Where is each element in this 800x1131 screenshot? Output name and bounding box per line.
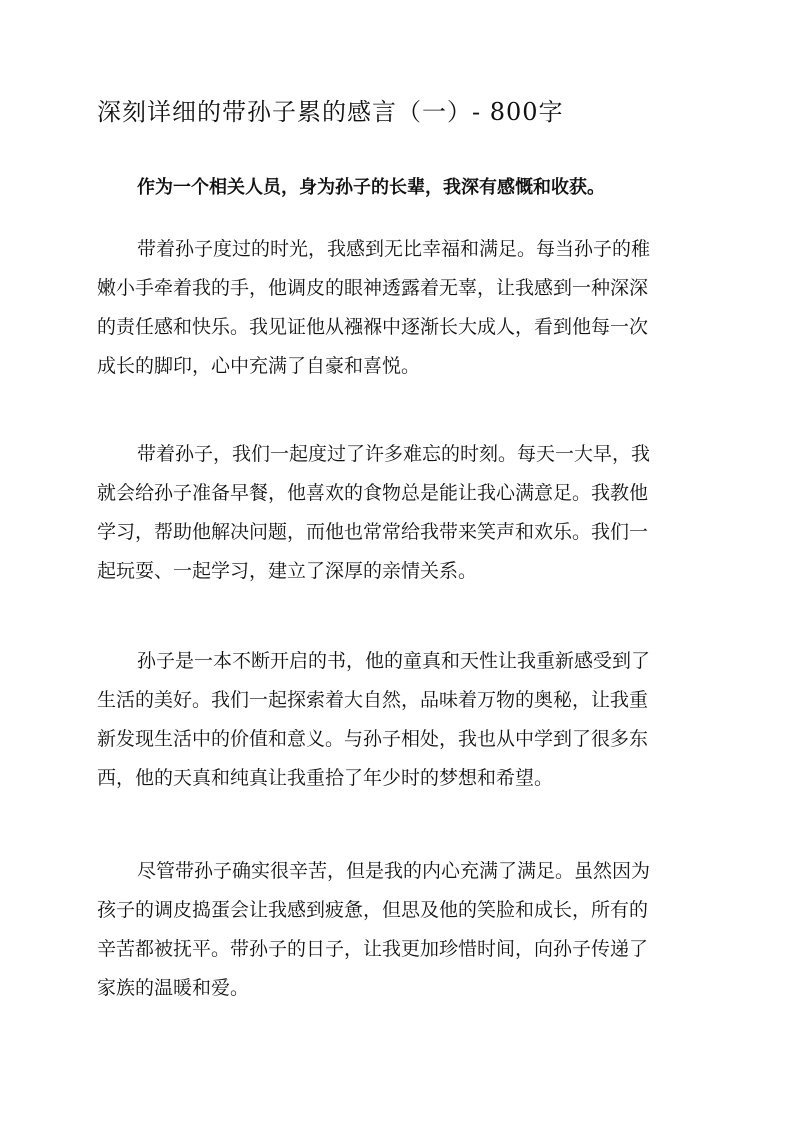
paragraph-4 [97, 852, 713, 1008]
paragraph-2 [97, 435, 713, 591]
paragraph-line: 西，他的天真和纯真让我重拾了年少时的梦想和希望。 [97, 767, 554, 789]
paragraph-line: 嫩小手牵着我的手，他调皮的眼神透露着无辜，让我感到一种深深 [97, 277, 649, 299]
paragraph-line: 就会给孙子准备早餐，他喜欢的食物总是能让我心满意足。我教他 [97, 482, 649, 504]
paragraph-line: 家族的温暖和爱。 [97, 977, 250, 999]
paragraph-line: 成长的脚印，心中充满了自豪和喜悦。 [97, 355, 421, 377]
paragraph-line: 带着孙子度过的时光，我感到无比幸福和满足。每当孙子的稚 [137, 238, 651, 260]
paragraph-line: 孙子是一本不断开启的书，他的童真和天性让我重新感受到了 [137, 650, 651, 672]
paragraph-line: 孩子的调皮捣蛋会让我感到疲惫，但思及他的笑脸和成长，所有的 [97, 899, 649, 921]
document-title: 深刻详细的带孙子累的感言（一）- 800字 [97, 98, 564, 126]
intro-sentence: 作为一个相关人员，身为孙子的长辈，我深有感慨和收获。 [137, 177, 605, 198]
paragraph-line: 辛苦都被抚平。带孙子的日子，让我更加珍惜时间，向孙子传递了 [97, 938, 649, 960]
paragraph-line: 尽管带孙子确实很辛苦，但是我的内心充满了满足。虽然因为 [137, 860, 651, 882]
paragraph-3 [97, 642, 713, 798]
paragraph-line: 生活的美好。我们一起探索着大自然，品味着万物的奥秘，让我重 [97, 689, 649, 711]
paragraph-1 [97, 230, 713, 386]
paragraph-line: 带着孙子，我们一起度过了许多难忘的时刻。每天一大早，我 [137, 443, 651, 465]
paragraph-line: 学习，帮助他解决问题，而他也常常给我带来笑声和欢乐。我们一 [97, 521, 649, 543]
paragraph-line: 的责任感和快乐。我见证他从襁褓中逐渐长大成人，看到他每一次 [97, 316, 649, 338]
paragraph-line: 起玩耍、一起学习，建立了深厚的亲情关系。 [97, 560, 478, 582]
paragraph-line: 新发现生活中的价值和意义。与孙子相处，我也从中学到了很多东 [97, 728, 649, 750]
